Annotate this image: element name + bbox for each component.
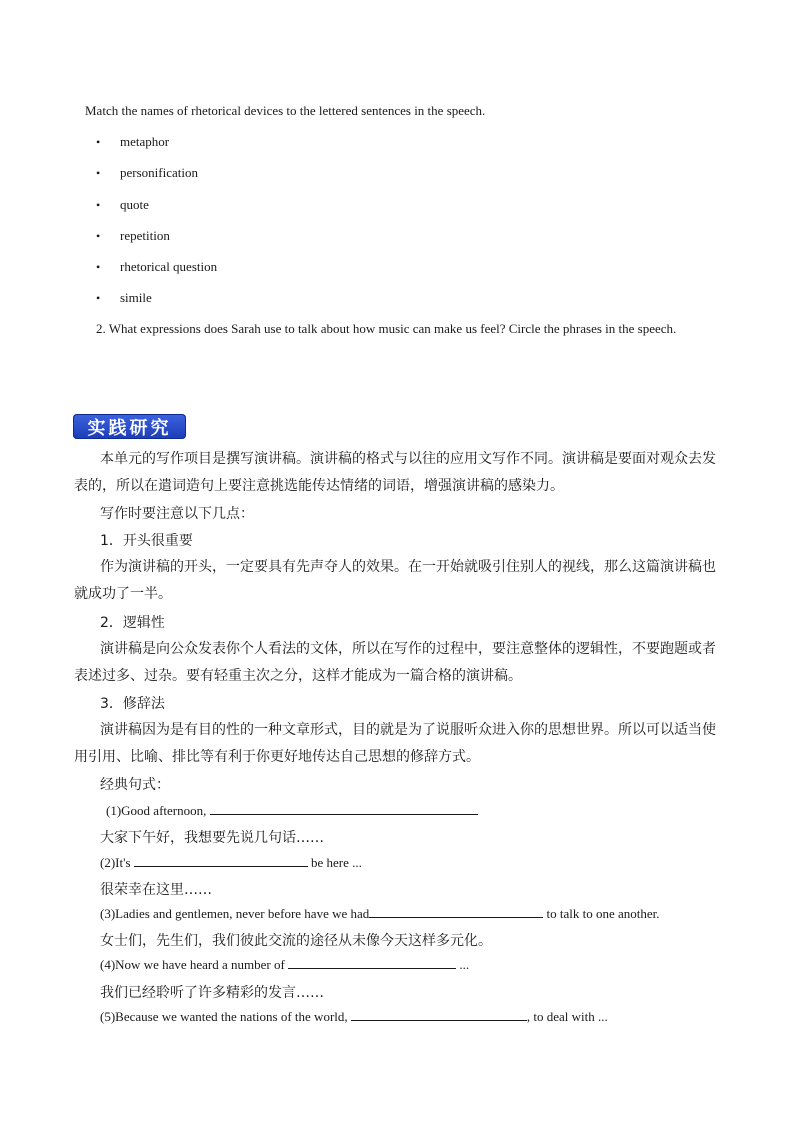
fill-in-blank[interactable]	[134, 854, 308, 867]
device-label: personification	[120, 165, 198, 180]
fill-in-blank[interactable]	[210, 802, 478, 815]
point-title: 2．逻辑性	[100, 615, 165, 631]
paragraph-line: 表述过多、过杂。要有轻重主次之分，这样才能成为一篇合格的演讲稿。	[74, 668, 522, 684]
sentence-text: ...	[459, 957, 470, 972]
sentence-4-cn: 我们已经聆听了许多精彩的发言……	[100, 985, 324, 1001]
sentence-1-en	[106, 802, 478, 820]
device-label: rhetorical question	[120, 259, 218, 274]
point3-paragraph	[74, 720, 726, 767]
sentence-text: (3)Ladies and gentlemen, never before have we had	[100, 906, 370, 921]
paragraph-line: 作为演讲稿的开头，一定要具有先声夺人的效果。在一开始就吸引住别人的视线，那么这篇演讲稿也	[100, 559, 716, 575]
device-label: simile	[120, 290, 152, 305]
sentence-text: to talk to one another.	[546, 906, 660, 921]
paragraph-line: 用引用、比喻、排比等有利于你更好地传达自己思想的修辞方式。	[74, 749, 480, 765]
sentence-3-en	[100, 905, 660, 923]
fill-in-blank[interactable]	[351, 1008, 527, 1021]
sentence-4-en	[100, 956, 469, 974]
bullet-icon: •	[96, 198, 101, 212]
sentence-1-cn: 大家下午好，我想要先说几句话……	[100, 830, 324, 846]
sentence-text: (4)Now we have heard a number of	[100, 957, 285, 972]
exercise-instruction: Match the names of rhetorical devices to the lettered sentences in the speech.	[85, 103, 486, 118]
sentence-text: (2)It's	[100, 855, 131, 870]
sentence-text: (1)Good afternoon,	[106, 803, 207, 818]
notes-heading: 写作时要注意以下几点：	[100, 506, 254, 522]
bullet-icon: •	[96, 291, 101, 305]
sentence-text: be here ...	[311, 855, 362, 870]
list-item	[0, 227, 700, 245]
list-item	[0, 164, 700, 182]
device-label: quote	[120, 197, 149, 212]
point1-paragraph	[74, 557, 726, 604]
list-item	[0, 196, 700, 214]
paragraph-line: 本单元的写作项目是撰写演讲稿。演讲稿的格式与以往的应用文写作不同。演讲稿是要面对观众去发	[100, 451, 716, 467]
bullet-icon: •	[96, 166, 101, 180]
intro-paragraph	[74, 449, 726, 496]
section-badge: 实践研究	[73, 414, 186, 439]
sentence-5-en	[100, 1008, 608, 1026]
classic-heading: 经典句式：	[100, 777, 170, 793]
point-title: 1．开头很重要	[100, 533, 193, 549]
list-item	[0, 133, 700, 151]
bullet-icon: •	[96, 135, 101, 149]
question-2: 2. What expressions does Sarah use to talk about how music can make us feel? Circle the phrases in the speech.	[96, 321, 677, 336]
list-item	[0, 258, 700, 276]
bullet-icon: •	[96, 260, 101, 274]
sentence-text: , to deal with ...	[526, 1009, 608, 1024]
sentence-2-cn: 很荣幸在这里……	[100, 882, 212, 898]
point-title: 3．修辞法	[100, 696, 165, 712]
fill-in-blank[interactable]	[288, 956, 456, 969]
sentence-2-en	[100, 854, 362, 872]
list-item	[0, 289, 700, 307]
fill-in-blank[interactable]	[369, 905, 543, 918]
sentence-3-cn: 女士们，先生们，我们彼此交流的途径从未像今天这样多元化。	[100, 933, 492, 949]
bullet-icon: •	[96, 229, 101, 243]
paragraph-line: 表的，所以在遣词造句上要注意挑选能传达情绪的词语，增强演讲稿的感染力。	[74, 478, 564, 494]
paragraph-line: 演讲稿因为是有目的性的一种文章形式，目的就是为了说服听众进入你的思想世界。所以可以适当使	[100, 722, 716, 738]
device-label: metaphor	[120, 134, 170, 149]
sentence-text: (5)Because we wanted the nations of the world,	[100, 1009, 348, 1024]
device-label: repetition	[120, 228, 170, 243]
paragraph-line: 就成功了一半。	[74, 586, 172, 602]
paragraph-line: 演讲稿是向公众发表你个人看法的文体，所以在写作的过程中，要注意整体的逻辑性，不要跑题或者	[100, 641, 716, 657]
point2-paragraph	[74, 639, 726, 686]
